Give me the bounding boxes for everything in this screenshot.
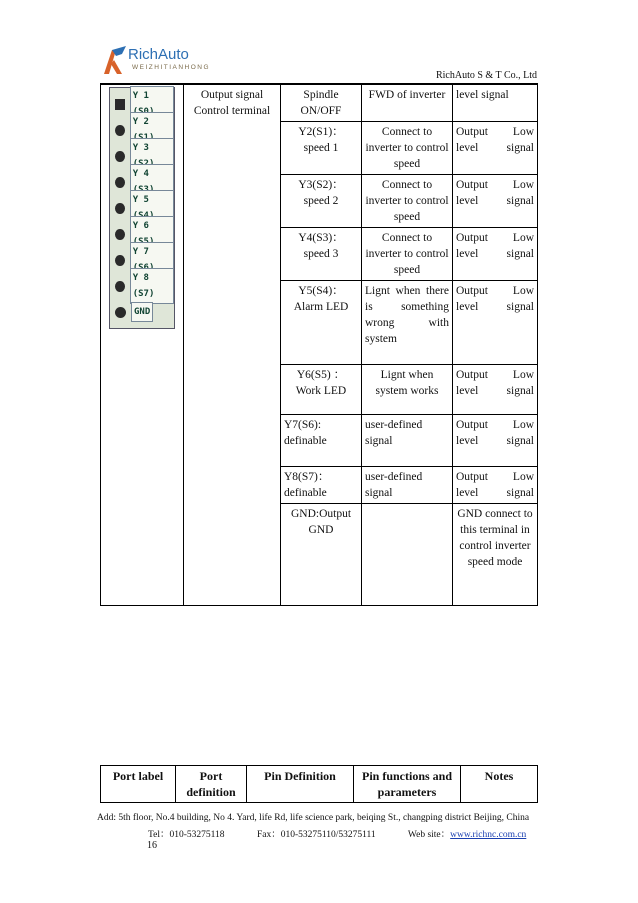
notes-cell: Output Low level signal [453,281,538,365]
pin-label: Y 5 [130,190,174,226]
pin-label: Y 7 [130,242,174,278]
pin-dot-icon [115,203,125,214]
pin-label: Y 6 [130,216,174,252]
notes-cell: Output Low level signal [453,365,538,415]
notes-cell: level signal [453,85,538,122]
pin-cell: Y4(S3)： speed 3 [281,228,362,281]
richauto-logo-icon [100,44,128,76]
pin-cell: Y3(S2)： speed 2 [281,175,362,228]
header-pin-functions: Pin functions and parameters [354,766,461,803]
pin-cell: Y6(S5) ： Work LED [281,365,362,415]
notes-cell: Output Low level signal [453,228,538,281]
terminal-image-cell [101,85,184,606]
function-cell: Connect to inverter to control speed [362,228,453,281]
pin-label: Y 4 [130,164,174,200]
page-number: 16 [147,840,157,851]
pin-dot-icon [115,307,126,318]
footer-contact [148,826,526,840]
header-port-label: Port label [101,766,176,803]
notes-cell: GND connect to this terminal in control inverter speed mode [453,504,538,606]
port-definition-cell: Output signal Control terminal [184,85,281,606]
pin-label: Y 1 [130,86,174,122]
header-notes: Notes [461,766,538,803]
notes-cell: Output Low level signal [453,415,538,467]
pin-cell: Y5(S4)： Alarm LED [281,281,362,365]
pin-cell: Y2(S1)： speed 1 [281,122,362,175]
next-table-header [100,765,538,803]
output-terminal-table [100,84,538,606]
pin-cell: Spindle ON/OFF [281,85,362,122]
pin-label: Y 2 [130,112,174,148]
pin-cell: GND:Output GND [281,504,362,606]
pin-dot-icon [115,229,125,240]
pin-dot-icon [115,151,125,162]
pin-label: Y 8 (S7) [130,268,174,304]
pin-dot-icon [115,177,125,188]
company-logo [100,44,211,78]
terminal-pin [110,273,174,299]
footer-web-label: Web site： [407,830,451,840]
function-cell: Connect to inverter to control speed [362,175,453,228]
function-cell [362,504,453,606]
function-cell: FWD of inverter [362,85,453,122]
pin-label: GND [131,302,153,322]
pin-dot-icon [115,125,125,136]
header-pin-definition: Pin Definition [247,766,354,803]
footer-fax: Fax：010-53275110/53275111 [256,830,376,840]
notes-cell: Output Low level signal [453,467,538,504]
pin-dot-icon [115,281,125,292]
notes-cell: Output Low level signal [453,122,538,175]
footer-web-link[interactable]: www.richnc.com.cn [450,830,527,840]
notes-cell: Output Low level signal [453,175,538,228]
function-cell: Connect to inverter to control speed [362,122,453,175]
function-cell: user-defined signal [362,415,453,467]
pin-label: Y 3 [130,138,174,174]
function-cell: Lignt when there is something wrong with system [362,281,453,365]
function-cell: Lignt when system works [362,365,453,415]
pin-cell: Y8(S7)： definable [281,467,362,504]
terminal-block-image [109,87,175,329]
pin-square-icon [115,99,125,110]
pin-cell: Y7(S6): definable [281,415,362,467]
logo-subtitle: WEIZHITIANHONG [132,64,211,71]
header-port-definition: Port definition [176,766,247,803]
footer-tel: Tel：010-53275118 [148,830,225,840]
footer-address: Add: 5th floor, No.4 building, No 4. Yard, life Rd, life science park, beiqing St., changping district Beijing, China [97,813,530,823]
pin-dot-icon [115,255,125,266]
logo-brand-text: RichAuto [128,46,189,63]
function-cell: user-defined signal [362,467,453,504]
company-name: RichAuto S & T Co., Ltd [435,70,537,81]
